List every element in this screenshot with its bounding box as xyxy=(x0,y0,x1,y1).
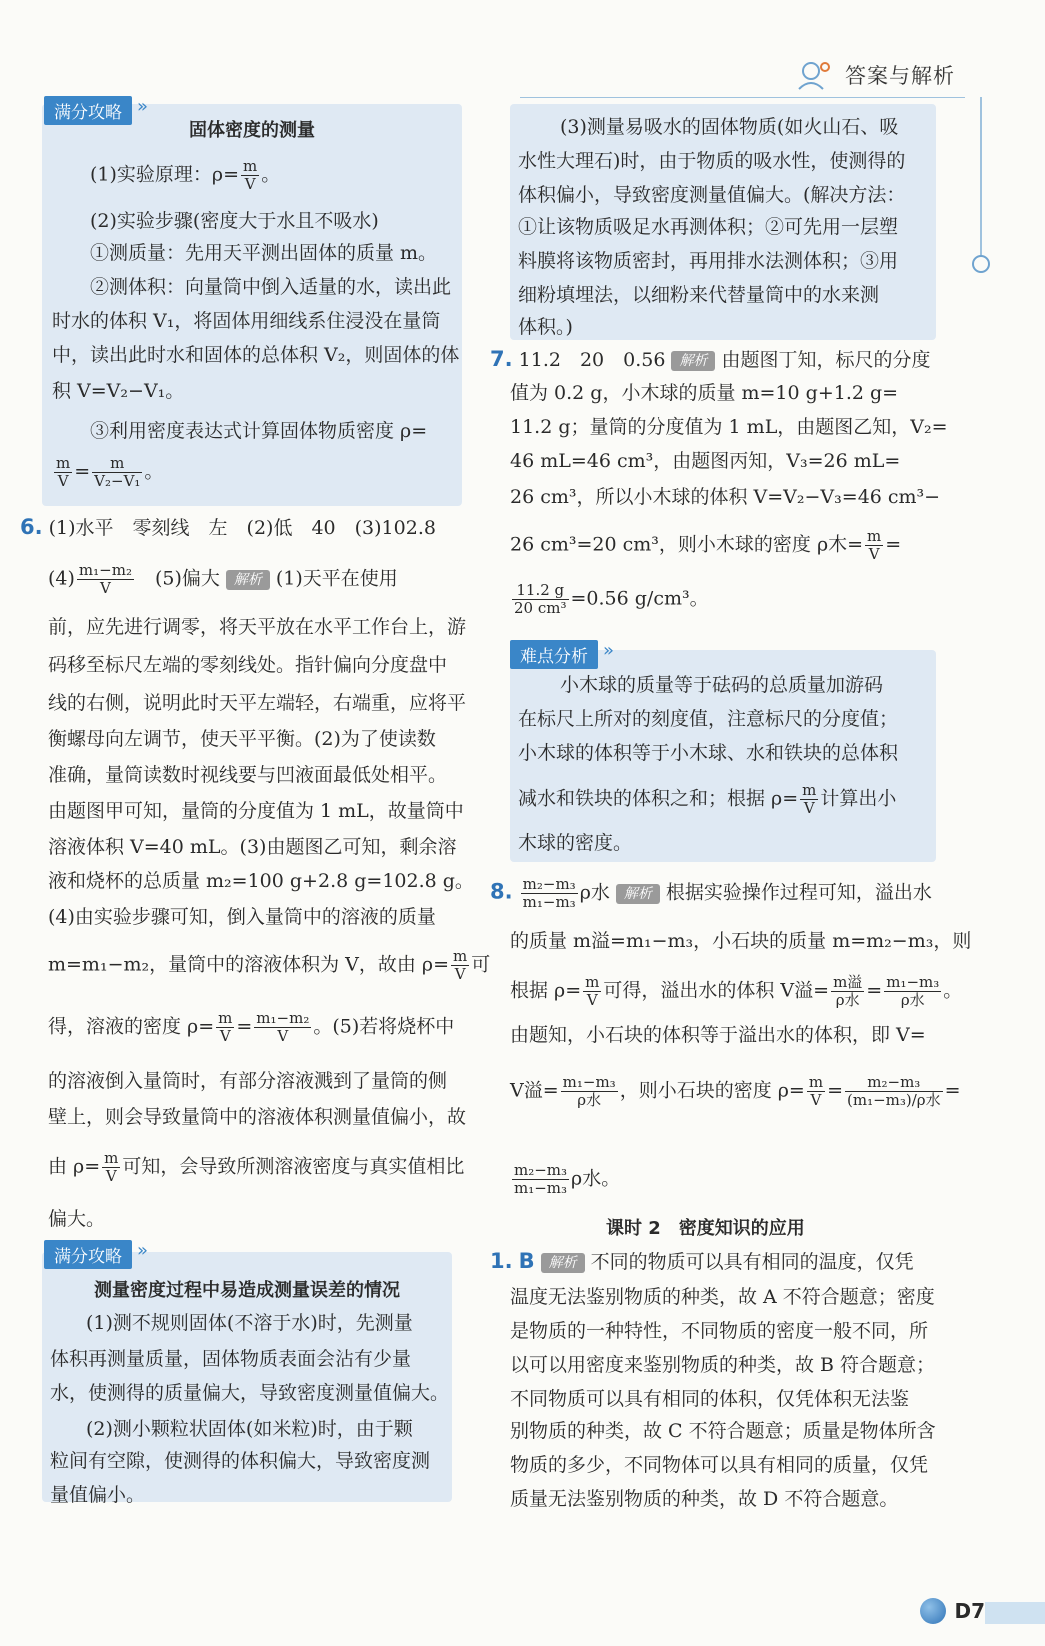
answer-line: 壁上，则会导致量筒中的溶液体积测量值偏小，故 xyxy=(48,1106,467,1128)
answer-line: 衡螺母向左调节，使天平平衡。(2)为了使读数 xyxy=(48,728,436,750)
page-header xyxy=(795,55,955,95)
tip-line: (2)实验步骤(密度大于水且不吸水) xyxy=(90,210,379,232)
tip-line: 在标尺上所对的刻度值，注意标尺的分度值； xyxy=(518,708,899,730)
fraction: $\frac{\text{m₁−m₂}}{V}$ xyxy=(78,561,132,597)
answer-line: 8. $\frac{\text{m₂−m₃}}{\text{m₁−m₃}}$ ρ水 解析 根据实验操作过程可知，溢出水 xyxy=(490,875,932,911)
answer-line: 的溶液倒入量筒时，有部分溶液溅到了量筒的侧 xyxy=(48,1070,448,1092)
tip-line: 减水和铁块的体积之和；根据 ρ= $\frac{m}{V}$ 计算出小 xyxy=(518,781,897,817)
question-number: 8. xyxy=(490,879,513,904)
answer-line: 温度无法鉴别物质的种类，故 A 不符合题意；密度 xyxy=(510,1286,935,1308)
page-footer xyxy=(920,1598,985,1624)
fraction: $\frac{m}{V}$ xyxy=(56,454,71,490)
tip-line: 时水的体积 V₁，将固体用细线系住浸没在量筒 xyxy=(52,310,441,332)
tip-tag: 满分攻略 » xyxy=(44,96,132,125)
header-divider xyxy=(520,97,965,98)
answer-line: 别物质的种类，故 C 不符合题意；质量是物体所含 xyxy=(510,1420,936,1442)
fraction: $\frac{\text{m溢}}{\text{ρ水}}$ xyxy=(833,973,863,1009)
answer-line: (4) $\frac{\text{m₁−m₂}}{V}$ (5)偏大 解析 (1)天平在使用 xyxy=(48,561,398,597)
answer-line: 得，溶液的密度 ρ= $\frac{m}{V}$ = $\frac{\text{m₁−m₂}}{V}$ 。(5)若将烧杯中 xyxy=(48,1009,455,1045)
tip-line: 木球的密度。 xyxy=(518,832,633,854)
tip-line: 量值偏小。 xyxy=(50,1484,146,1506)
fraction: $\frac{m}{\text{V₂−V₁}}$ xyxy=(94,454,141,490)
answer-line: 根据 ρ= $\frac{m}{V}$ 可得，溢出水的体积 V溢= $\frac{\text{m溢}}{\text{ρ水}}$ = $\frac{\text{m₁−m₃}}{\text{ρ水}}$ 。 xyxy=(510,973,963,1009)
tip-line: (1)测不规则固体(不溶于水)时，先测量 xyxy=(86,1312,413,1334)
fraction: $\frac{\text{m₂−m₃}}{\text{m₁−m₃}}$ xyxy=(522,875,576,911)
answer-line: $\frac{11.2 g}{\text{20 cm³}}$ =0.56 g/cm³。 xyxy=(514,581,709,617)
fraction: $\frac{\text{m₂−m₃}}{\text{(m₁−m₃)/ρ水}}$ xyxy=(847,1073,941,1109)
student-logo-icon xyxy=(795,59,833,91)
fraction: $\frac{\text{m₁−m₂}}{V}$ xyxy=(256,1009,310,1045)
footer-bar xyxy=(985,1602,1045,1624)
tip-line: ①让该物质吸足水再测体积；②可先用一层塑 xyxy=(518,216,899,238)
fraction: $\frac{m}{V}$ xyxy=(104,1149,119,1185)
answer-line: 不同物质可以具有相同的体积，仅凭体积无法鉴 xyxy=(510,1388,910,1410)
fraction: $\frac{m}{V}$ xyxy=(218,1009,233,1045)
answer-line: 是物质的一种特性，不同物质的密度一般不同，所 xyxy=(510,1320,929,1342)
tip-line: 中，读出此时水和固体的总体积 V₂，则固体的体 xyxy=(52,344,460,366)
fraction: $\frac{m}{V}$ xyxy=(802,781,817,817)
header-title: 答案与解析 xyxy=(845,64,955,88)
tip-line: 粒间有空隙，使测得的体积偏大，导致密度测 xyxy=(50,1450,431,1472)
fraction: $\frac{\text{m₁−m₃}}{\text{ρ水}}$ xyxy=(562,1073,616,1109)
answer-line: 码移至标尺左端的零刻线处。指针偏向分度盘中 xyxy=(48,654,448,676)
tip-line: ②测体积：向量筒中倒入适量的水，读出此 xyxy=(90,276,452,298)
answer-line: 由题知，小石块的体积等于溢出水的体积，即 V= xyxy=(510,1024,926,1046)
tip-line: 细粉填埋法，以细粉来代替量筒中的水来测 xyxy=(518,284,880,306)
tip-line: (1)实验原理：ρ= $\frac{m}{V}$ 。 xyxy=(90,157,281,193)
tip-line: 体积再测量质量，固体物质表面会沾有少量 xyxy=(50,1348,412,1370)
tip-line: (3)测量易吸水的固体物质(如火山石、吸 xyxy=(560,116,899,138)
answer-line: 准确，量筒读数时视线要与凹液面最低处相平。 xyxy=(48,764,448,786)
answer-choice: B xyxy=(518,1249,535,1273)
question-number: 1. xyxy=(490,1249,513,1273)
tip-line: 体积。) xyxy=(518,316,573,338)
tip-tag: 满分攻略 » xyxy=(44,1240,132,1269)
page-ball-icon xyxy=(920,1598,946,1624)
tip-line: 水性大理石)时，由于物质的吸水性，使测得的 xyxy=(518,150,906,172)
difficulty-tag: 难点分析 » xyxy=(510,640,598,669)
answer-line: 1. B 解析 不同的物质可以具有相同的温度，仅凭 xyxy=(490,1249,914,1273)
question-number: 6. xyxy=(20,515,43,539)
analysis-badge: 解析 xyxy=(226,570,270,590)
tip-line: $\frac{m}{V}$ = $\frac{m}{\text{V₂−V₁}}$ 。 xyxy=(56,454,164,490)
question-number: 7. xyxy=(490,347,513,371)
answer-line: 线的右侧，说明此时天平左端轻，右端重，应将平 xyxy=(48,692,467,714)
tip-line: 料膜将该物质密封，再用排水法测体积；③用 xyxy=(518,250,899,272)
answer-line: 46 mL=46 cm³，由题图丙知，V₃=26 mL= xyxy=(510,450,901,472)
section-title: 课时 2 密度知识的应用 xyxy=(606,1218,805,1239)
analysis-badge: 解析 xyxy=(616,884,660,904)
tip-line: 水，使测得的质量偏大，导致密度测量值偏大。 xyxy=(50,1382,450,1404)
answer-line: m=m₁−m₂，量筒中的溶液体积为 V，故由 ρ= $\frac{m}{V}$ 可 xyxy=(48,947,491,983)
tip-line: 积 V=V₂−V₁。 xyxy=(52,380,185,402)
answer-line: V溢= $\frac{\text{m₁−m₃}}{\text{ρ水}}$ ，则小石块的密度 ρ= $\frac{m}{V}$ = $\frac{\text{m₂−m₃}}{\text{(m₁−m₃)/ρ水}}$ = xyxy=(510,1073,961,1109)
answer-line: 26 cm³，所以小木球的体积 V=V₂−V₃=46 cm³− xyxy=(510,486,941,508)
answer-line: 的质量 m溢=m₁−m₃，小石块的质量 m=m₂−m₃，则 xyxy=(510,930,972,952)
fraction: $\frac{m}{V}$ xyxy=(453,947,468,983)
answer-line: 偏大。 xyxy=(48,1208,106,1230)
side-decoration xyxy=(980,97,982,262)
tip-box-title: 测量密度过程中易造成测量误差的情况 xyxy=(94,1280,400,1301)
answer-line: 11.2 g；量筒的分度值为 1 mL，由题图乙知，V₂= xyxy=(510,416,948,438)
answer-line: 以可以用密度来鉴别物质的种类，故 B 符合题意； xyxy=(510,1354,936,1376)
answer-line: 值为 0.2 g，小木球的质量 m=10 g+1.2 g= xyxy=(510,382,899,404)
answer-line: 由 ρ= $\frac{m}{V}$ 可知，会导致所测溶液密度与真实值相比 xyxy=(48,1149,465,1185)
tip-line: 小木球的质量等于砝码的总质量加游码 xyxy=(560,674,884,696)
tip-line: ③利用密度表达式计算固体物质密度 ρ= xyxy=(90,420,428,442)
answer-line: 7. 11.2 20 0.56 解析 由题图丁知，标尺的分度 xyxy=(490,347,931,371)
page-number: D7 xyxy=(954,1599,985,1623)
fraction: $\frac{\text{m₁−m₃}}{\text{ρ水}}$ xyxy=(886,973,940,1009)
fraction: $\frac{11.2 g}{\text{20 cm³}}$ xyxy=(514,581,567,617)
side-decoration-dot xyxy=(972,255,990,273)
answer-line: 质量无法鉴别物质的种类，故 D 不符合题意。 xyxy=(510,1488,899,1510)
tip-line: 小木球的体积等于小木球、水和铁块的总体积 xyxy=(518,742,899,764)
fraction: $\frac{m}{V}$ xyxy=(808,1073,824,1109)
answer-line: 前，应先进行调零，将天平放在水平工作台上，游 xyxy=(48,616,467,638)
fraction: $\frac{m}{V}$ xyxy=(585,973,600,1009)
answer-line: 溶液体积 V=40 mL。(3)由题图乙可知，剩余溶 xyxy=(48,836,457,858)
answer-line: 26 cm³=20 cm³，则小木球的密度 ρ木= $\frac{m}{V}$ = xyxy=(510,527,902,563)
tip-line: (2)测小颗粒状固体(如米粒)时，由于颗 xyxy=(86,1418,413,1440)
tip-box-title: 固体密度的测量 xyxy=(189,120,315,141)
analysis-badge: 解析 xyxy=(671,351,715,371)
analysis-badge: 解析 xyxy=(541,1253,585,1273)
answer-line: 液和烧杯的总质量 m₂=100 g+2.8 g=102.8 g。 xyxy=(48,870,474,892)
answer-line: (4)由实验步骤可知，倒入量筒中的溶液的质量 xyxy=(48,906,436,928)
tip-line: ①测质量：先用天平测出固体的质量 m。 xyxy=(90,242,438,264)
answer-line: 6. (1)水平 零刻线 左 (2)低 40 (3)102.8 xyxy=(20,515,436,539)
tip-line: 体积偏小，导致密度测量值偏大。(解决方法： xyxy=(518,184,906,206)
fraction: $\frac{m}{V}$ xyxy=(243,157,258,193)
fraction: $\frac{\text{m₂−m₃}}{\text{m₁−m₃}}$ xyxy=(514,1161,568,1197)
answer-line: 由题图甲可知，量筒的分度值为 1 mL，故量筒中 xyxy=(48,800,464,822)
answer-line: 物质的多少，不同物体可以具有相同的质量，仅凭 xyxy=(510,1454,929,1476)
answer-line: $\frac{\text{m₂−m₃}}{\text{m₁−m₃}}$ ρ水。 xyxy=(514,1161,621,1197)
fraction: $\frac{m}{V}$ xyxy=(867,527,882,563)
